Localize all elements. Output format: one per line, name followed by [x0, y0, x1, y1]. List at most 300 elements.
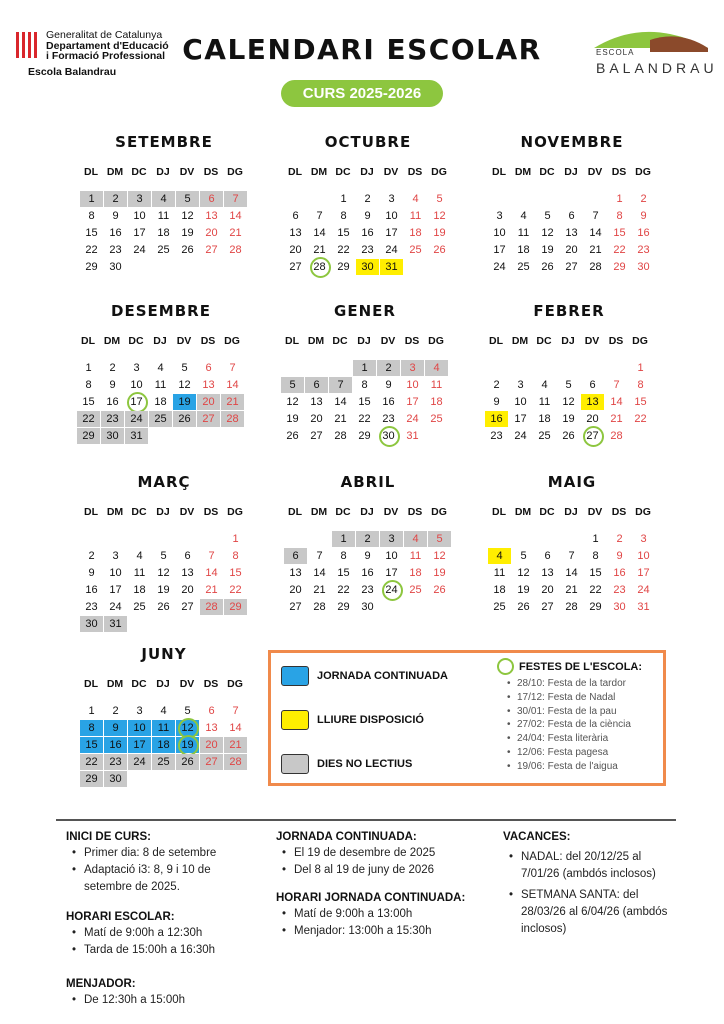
day-cell: 16 — [613, 567, 626, 579]
day-cell: 7 — [316, 550, 323, 562]
day-cell: 7 — [316, 210, 323, 222]
day-cell: 18 — [430, 396, 443, 408]
day-cell: 4 — [520, 210, 527, 222]
day-cell: 18 — [517, 244, 530, 256]
day-cell: 9 — [616, 550, 623, 562]
day-cell: 1 — [85, 362, 92, 374]
day-cell: 6 — [184, 550, 191, 562]
weekday-header — [487, 506, 657, 522]
day-cell: 4 — [488, 548, 511, 564]
day-cell: 20 — [289, 244, 302, 256]
day-cell: 15 — [337, 567, 350, 579]
weekday-label: DL — [81, 335, 95, 347]
weekday-label: DL — [84, 166, 98, 178]
day-cell: 5 — [428, 531, 451, 547]
day-cell: 1 — [616, 193, 623, 205]
weekday-label: DS — [404, 335, 420, 347]
horari-jc-item: • Menjador: 13:00h a 15:30h — [276, 923, 486, 940]
day-cell: 24 — [125, 411, 148, 427]
day-cell: 17 — [125, 394, 148, 410]
day-grid — [484, 360, 654, 465]
day-cell: 26 — [541, 261, 554, 273]
day-cell: 20 — [310, 413, 323, 425]
day-cell: 12 — [517, 567, 530, 579]
day-cell: 16 — [485, 411, 508, 427]
day-cell: 14 — [313, 567, 326, 579]
day-cell: 4 — [136, 550, 143, 562]
day-cell: 3 — [388, 193, 395, 205]
day-cell: 26 — [157, 601, 170, 613]
day-cell: 14 — [313, 227, 326, 239]
day-cell: 6 — [589, 379, 596, 391]
horari-jc-item: • Matí de 9:00h a 13:00h — [276, 906, 486, 923]
day-cell: 9 — [109, 379, 116, 391]
day-cell: 4 — [152, 191, 175, 207]
day-cell: 7 — [224, 191, 247, 207]
day-cell: 22 — [77, 411, 100, 427]
day-cell: 21 — [565, 584, 578, 596]
day-cell: 26 — [433, 244, 446, 256]
day-cell: 15 — [82, 396, 95, 408]
day-cell: 29 — [337, 261, 350, 273]
day-cell: 31 — [125, 428, 148, 444]
day-grid — [487, 191, 657, 296]
day-cell: 7 — [208, 550, 215, 562]
day-cell: 24 — [109, 601, 122, 613]
day-cell: 22 — [80, 754, 103, 770]
day-cell: 26 — [517, 601, 530, 613]
day-cell: 19 — [433, 227, 446, 239]
day-cell: 9 — [385, 379, 392, 391]
month-name: MARÇ — [137, 473, 191, 491]
legend-yellow-swatch — [281, 710, 309, 730]
day-cell: 2 — [109, 362, 116, 374]
day-cell: 5 — [184, 705, 191, 717]
day-cell: 21 — [205, 584, 218, 596]
day-cell: 10 — [385, 210, 398, 222]
vacances-item: • SETMANA SANTA: del 28/03/26 al 6/04/26 (ambdós inclosos) — [503, 887, 673, 938]
day-cell: 5 — [176, 191, 199, 207]
weekday-label: DL — [492, 166, 506, 178]
day-cell: 23 — [637, 244, 650, 256]
day-cell: 2 — [377, 360, 400, 376]
day-cell: 23 — [382, 413, 395, 425]
day-cell: 26 — [173, 411, 196, 427]
day-cell: 13 — [202, 379, 215, 391]
day-cell: 1 — [332, 531, 355, 547]
day-cell: 19 — [181, 227, 194, 239]
day-cell: 19 — [517, 584, 530, 596]
day-cell: 14 — [334, 396, 347, 408]
day-cell: 19 — [173, 394, 196, 410]
day-cell: 4 — [157, 362, 164, 374]
info-column-3 — [503, 830, 673, 938]
day-cell: 14 — [229, 722, 242, 734]
festa-ring-icon — [497, 658, 514, 675]
day-cell: 22 — [337, 584, 350, 596]
day-cell: 17 — [637, 567, 650, 579]
weekday-label: DG — [635, 166, 651, 178]
day-cell: 6 — [305, 377, 328, 393]
day-cell: 25 — [517, 261, 530, 273]
inici-title: INICI DE CURS: — [66, 831, 151, 843]
day-cell: 30 — [361, 601, 374, 613]
weekday-label: DM — [106, 506, 124, 518]
day-cell: 7 — [229, 362, 236, 374]
day-cell: 20 — [200, 737, 223, 753]
day-cell: 23 — [101, 411, 124, 427]
day-cell: 8 — [88, 210, 95, 222]
day-cell: 13 — [581, 394, 604, 410]
day-cell: 15 — [337, 227, 350, 239]
month-name: MAIG — [547, 473, 597, 491]
day-cell: 2 — [640, 193, 647, 205]
weekday-label: DM — [106, 678, 124, 690]
day-cell: 27 — [310, 430, 323, 442]
day-cell: 23 — [361, 244, 374, 256]
day-cell: 31 — [637, 601, 650, 613]
day-cell: 18 — [152, 737, 175, 753]
day-cell: 12 — [286, 396, 299, 408]
day-cell: 26 — [433, 584, 446, 596]
weekday-label: DC — [131, 166, 147, 178]
day-cell: 26 — [176, 754, 199, 770]
day-cell: 3 — [133, 362, 140, 374]
day-cell: 10 — [637, 550, 650, 562]
day-cell: 23 — [490, 430, 503, 442]
day-cell: 27 — [581, 428, 604, 444]
inici-item: • Primer dia: 8 de setembre — [66, 845, 266, 862]
day-cell: 30 — [109, 261, 122, 273]
day-cell: 4 — [412, 193, 419, 205]
weekday-label: DC — [128, 335, 144, 347]
weekday-header — [484, 335, 654, 351]
day-cell: 8 — [592, 550, 599, 562]
day-cell: 12 — [176, 720, 199, 736]
day-cell: 29 — [80, 771, 103, 787]
day-cell: 3 — [517, 379, 524, 391]
weekday-label: DV — [176, 335, 192, 347]
day-cell: 19 — [176, 737, 199, 753]
day-cell: 30 — [637, 261, 650, 273]
day-cell: 1 — [88, 705, 95, 717]
day-cell: 22 — [85, 244, 98, 256]
festes-title: FESTES DE L'ESCOLA: — [519, 661, 643, 673]
day-cell: 5 — [181, 362, 188, 374]
day-cell: 5 — [160, 550, 167, 562]
day-cell: 2 — [364, 193, 371, 205]
day-cell: 27 — [289, 601, 302, 613]
day-cell: 6 — [568, 210, 575, 222]
day-cell: 13 — [205, 722, 218, 734]
day-cell: 30 — [104, 771, 127, 787]
day-cell: 31 — [380, 259, 403, 275]
legend-grey-swatch — [281, 754, 309, 774]
day-cell: 24 — [493, 261, 506, 273]
day-cell: 18 — [157, 227, 170, 239]
day-cell: 28 — [610, 430, 623, 442]
day-cell: 25 — [409, 244, 422, 256]
day-cell: 16 — [382, 396, 395, 408]
day-cell: 15 — [613, 227, 626, 239]
horari-item: • Tarda de 15:00h a 16:30h — [66, 942, 266, 959]
day-cell: 15 — [80, 737, 103, 753]
page-title: CALENDARI ESCOLAR — [182, 33, 542, 66]
jornada-item: • El 19 de desembre de 2025 — [276, 845, 486, 862]
weekday-label: DV — [587, 506, 603, 518]
day-cell: 17 — [109, 584, 122, 596]
day-cell: 11 — [157, 210, 170, 222]
weekday-header — [79, 678, 249, 694]
day-cell: 4 — [404, 531, 427, 547]
legend-blue-swatch — [281, 666, 309, 686]
day-cell: 9 — [640, 210, 647, 222]
day-cell: 10 — [109, 567, 122, 579]
day-cell: 20 — [289, 584, 302, 596]
day-cell: 2 — [88, 550, 95, 562]
day-cell: 16 — [85, 584, 98, 596]
day-cell: 28 — [224, 754, 247, 770]
day-cell: 3 — [112, 550, 119, 562]
festa-item: • 27/02: Festa de la ciència — [507, 718, 667, 732]
day-cell: 3 — [136, 705, 143, 717]
day-cell: 22 — [337, 244, 350, 256]
weekday-label: DL — [84, 506, 98, 518]
jornada-item: • Del 8 al 19 de juny de 2026 — [276, 862, 486, 879]
day-cell: 18 — [154, 396, 167, 408]
day-cell: 2 — [493, 379, 500, 391]
day-cell: 6 — [284, 548, 307, 564]
weekday-label: DJ — [153, 335, 167, 347]
weekday-label: DV — [380, 335, 396, 347]
day-cell: 21 — [313, 244, 326, 256]
day-cell: 15 — [589, 567, 602, 579]
weekday-header — [76, 335, 246, 351]
day-cell: 12 — [562, 396, 575, 408]
day-cell: 3 — [128, 191, 151, 207]
weekday-header — [79, 166, 249, 182]
day-cell: 16 — [104, 737, 127, 753]
day-cell: 23 — [361, 584, 374, 596]
day-cell: 29 — [85, 261, 98, 273]
weekday-label: DL — [492, 506, 506, 518]
day-cell: 25 — [538, 430, 551, 442]
weekday-label: DS — [608, 335, 624, 347]
weekday-header — [487, 166, 657, 182]
day-cell: 18 — [133, 584, 146, 596]
day-cell: 3 — [640, 533, 647, 545]
day-cell: 8 — [80, 720, 103, 736]
day-cell: 17 — [406, 396, 419, 408]
day-cell: 27 — [289, 261, 302, 273]
day-cell: 22 — [634, 413, 647, 425]
day-cell: 12 — [157, 567, 170, 579]
day-cell: 11 — [409, 210, 422, 222]
day-cell: 14 — [589, 227, 602, 239]
day-cell: 13 — [310, 396, 323, 408]
day-cell: 27 — [541, 601, 554, 613]
school-name: Escola Balandrau — [28, 66, 117, 78]
day-grid — [487, 531, 657, 636]
day-cell: 18 — [493, 584, 506, 596]
logo-small-text: ESCOLA — [596, 48, 635, 57]
day-cell: 8 — [616, 210, 623, 222]
day-cell: 20 — [586, 413, 599, 425]
day-cell: 8 — [340, 550, 347, 562]
weekday-label: DC — [131, 678, 147, 690]
day-cell: 4 — [425, 360, 448, 376]
day-cell: 3 — [496, 210, 503, 222]
festa-item: • 30/01: Festa de la pau — [507, 705, 667, 719]
day-cell: 12 — [178, 379, 191, 391]
weekday-label: DL — [288, 166, 302, 178]
weekday-label: DG — [431, 506, 447, 518]
gencat-line2: Departament d'Educació — [46, 40, 169, 52]
menjador-title: MENJADOR: — [66, 978, 136, 990]
gencat-line1: Generalitat de Catalunya — [46, 29, 163, 41]
day-cell: 19 — [433, 567, 446, 579]
day-cell: 21 — [224, 737, 247, 753]
day-cell: 1 — [637, 362, 644, 374]
day-cell: 15 — [85, 227, 98, 239]
info-column-2 — [276, 830, 486, 940]
day-cell: 5 — [544, 210, 551, 222]
day-cell: 6 — [200, 191, 223, 207]
day-cell: 22 — [613, 244, 626, 256]
day-cell: 25 — [430, 413, 443, 425]
weekday-label: DV — [587, 166, 603, 178]
weekday-label: DG — [632, 335, 648, 347]
day-cell: 9 — [104, 720, 127, 736]
day-cell: 18 — [538, 413, 551, 425]
month-name: SETEMBRE — [115, 133, 213, 151]
day-cell: 29 — [589, 601, 602, 613]
day-cell: 26 — [562, 430, 575, 442]
vacances-title: VACANCES: — [503, 831, 571, 843]
day-cell: 6 — [208, 705, 215, 717]
day-cell: 18 — [409, 227, 422, 239]
day-cell: 22 — [229, 584, 242, 596]
weekday-label: DV — [179, 678, 195, 690]
day-cell: 21 — [313, 584, 326, 596]
festa-item: • 19/06: Festa de l'aigua — [507, 760, 667, 774]
weekday-label: DJ — [564, 506, 578, 518]
day-grid — [79, 191, 249, 296]
day-cell: 5 — [565, 379, 572, 391]
weekday-label: DC — [335, 506, 351, 518]
day-cell: 26 — [286, 430, 299, 442]
day-cell: 15 — [358, 396, 371, 408]
day-cell: 21 — [589, 244, 602, 256]
day-cell: 3 — [380, 531, 403, 547]
day-cell: 11 — [538, 396, 551, 408]
day-cell: 19 — [157, 584, 170, 596]
day-cell: 16 — [361, 227, 374, 239]
weekday-label: DM — [106, 166, 124, 178]
day-cell: 28 — [221, 411, 244, 427]
day-cell: 7 — [232, 705, 239, 717]
weekday-label: DV — [584, 335, 600, 347]
gencat-line3: i Formació Professional — [46, 50, 166, 62]
day-cell: 17 — [128, 737, 151, 753]
day-cell: 31 — [104, 616, 127, 632]
day-cell: 13 — [205, 210, 218, 222]
day-cell: 10 — [514, 396, 527, 408]
day-cell: 13 — [289, 227, 302, 239]
weekday-label: DJ — [156, 506, 170, 518]
weekday-label: DG — [227, 678, 243, 690]
day-cell: 14 — [226, 379, 239, 391]
day-cell: 28 — [229, 244, 242, 256]
day-cell: 3 — [401, 360, 424, 376]
day-cell: 24 — [128, 754, 151, 770]
day-cell: 8 — [361, 379, 368, 391]
day-cell: 31 — [406, 430, 419, 442]
day-cell: 20 — [181, 584, 194, 596]
day-cell: 8 — [85, 379, 92, 391]
day-cell: 28 — [200, 599, 223, 615]
day-cell: 28 — [334, 430, 347, 442]
festa-item: • 24/04: Festa literària — [507, 732, 667, 746]
day-cell: 17 — [133, 227, 146, 239]
weekday-label: DC — [335, 166, 351, 178]
day-cell: 8 — [232, 550, 239, 562]
festa-item: • 17/12: Festa de Nadal — [507, 691, 667, 705]
day-cell: 6 — [544, 550, 551, 562]
weekday-label: DM — [310, 166, 328, 178]
legend-box — [268, 650, 666, 786]
day-cell: 11 — [409, 550, 422, 562]
horari-jc-title: HORARI JORNADA CONTINUADA: — [276, 892, 466, 904]
festa-item: • 12/06: Festa pagesa — [507, 746, 667, 760]
day-cell: 20 — [541, 584, 554, 596]
weekday-label: DS — [611, 166, 627, 178]
day-cell: 24 — [385, 244, 398, 256]
day-cell: 25 — [493, 601, 506, 613]
day-cell: 25 — [152, 754, 175, 770]
weekday-label: DJ — [561, 335, 575, 347]
day-cell: 30 — [377, 428, 400, 444]
weekday-label: DG — [428, 335, 444, 347]
weekday-label: DS — [611, 506, 627, 518]
day-cell: 27 — [205, 244, 218, 256]
day-cell: 21 — [610, 413, 623, 425]
day-cell: 23 — [104, 754, 127, 770]
weekday-label: DJ — [564, 166, 578, 178]
day-cell: 2 — [112, 705, 119, 717]
weekday-label: DM — [514, 166, 532, 178]
day-cell: 22 — [358, 413, 371, 425]
day-cell: 11 — [152, 720, 175, 736]
day-cell: 2 — [616, 533, 623, 545]
weekday-label: DS — [203, 506, 219, 518]
day-cell: 2 — [104, 191, 127, 207]
legend-lliure: LLIURE DISPOSICIÓ — [317, 714, 424, 726]
day-cell: 14 — [229, 210, 242, 222]
day-grid — [283, 191, 453, 296]
vacances-item: • NADAL: del 20/12/25 al 7/01/26 (ambdós inclosos) — [503, 849, 673, 883]
day-cell: 9 — [88, 567, 95, 579]
day-cell: 27 — [200, 754, 223, 770]
weekday-label: DS — [407, 166, 423, 178]
weekday-header — [280, 335, 450, 351]
day-cell: 25 — [133, 601, 146, 613]
weekday-label: DG — [431, 166, 447, 178]
day-cell: 1 — [592, 533, 599, 545]
weekday-label: DG — [227, 166, 243, 178]
day-cell: 24 — [637, 584, 650, 596]
day-cell: 16 — [361, 567, 374, 579]
